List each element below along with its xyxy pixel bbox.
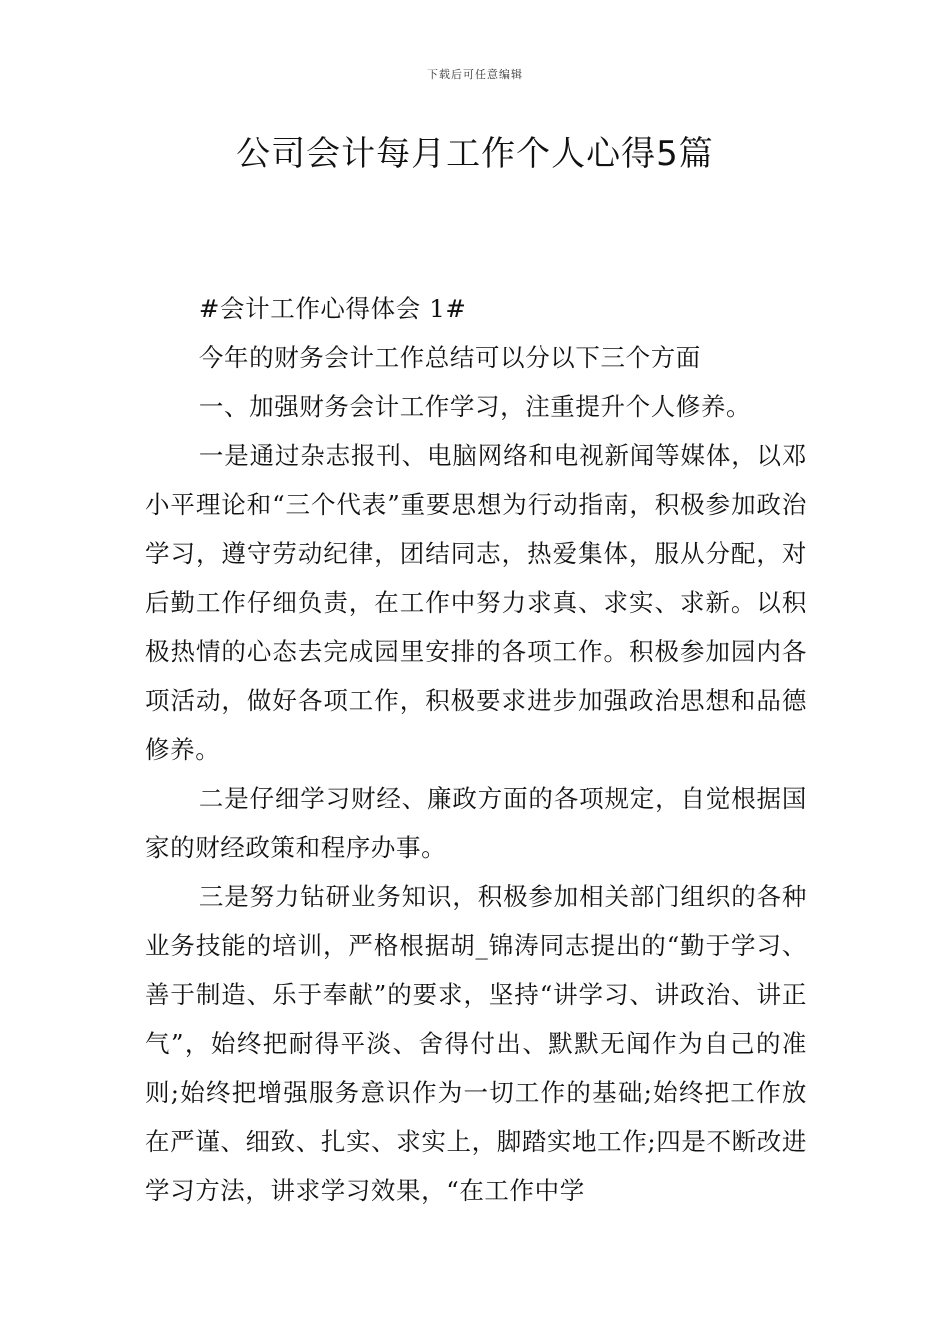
- paragraph-third: 三是努力钻研业务知识，积极参加相关部门组织的各种业务技能的培训，严格根据胡_锦涛同志提出的“勤于学习、善于制造、乐于奉献”的要求，坚持“讲学习、讲政治、讲正气”，始终把耐得平淡、舍得付出、默默无闻作为自己的准则;始终把增强服务意识作为一切工作的基础;始终把工作放在严谨、细致、扎实、求实上，脚踏实地工作;四是不断改进学习方法，讲求学习效果，“在工作中学: [145, 882, 807, 1205]
- paragraph-intro: 今年的财务会计工作总结可以分以下三个方面: [198, 343, 701, 372]
- paragraph-second: 二是仔细学习财经、廉政方面的各项规定，自觉根据国家的财经政策和程序办事。: [145, 784, 807, 862]
- paragraph-first: 一是通过杂志报刊、电脑网络和电视新闻等媒体，以邓小平理论和“三个代表”重要思想为行动指南，积极参加政治学习，遵守劳动纪律，团结同志，热爱集体，服从分配，对后勤工作仔细负责，在工作中努力求真、求实、求新。以积极热情的心态去完成园里安排的各项工作。积极参加园内各项活动，做好各项工作，积极要求进步加强政治思想和品德修养。: [145, 441, 807, 764]
- section-heading: #会计工作心得体会 1#: [198, 294, 467, 323]
- header-note: 下载后可任意编辑: [427, 68, 523, 81]
- document-body: [145, 284, 807, 1215]
- document-title: 公司会计每月工作个人心得5篇: [236, 134, 714, 174]
- paragraph-point-one: 一、加强财务会计工作学习，注重提升个人修养。: [198, 392, 752, 421]
